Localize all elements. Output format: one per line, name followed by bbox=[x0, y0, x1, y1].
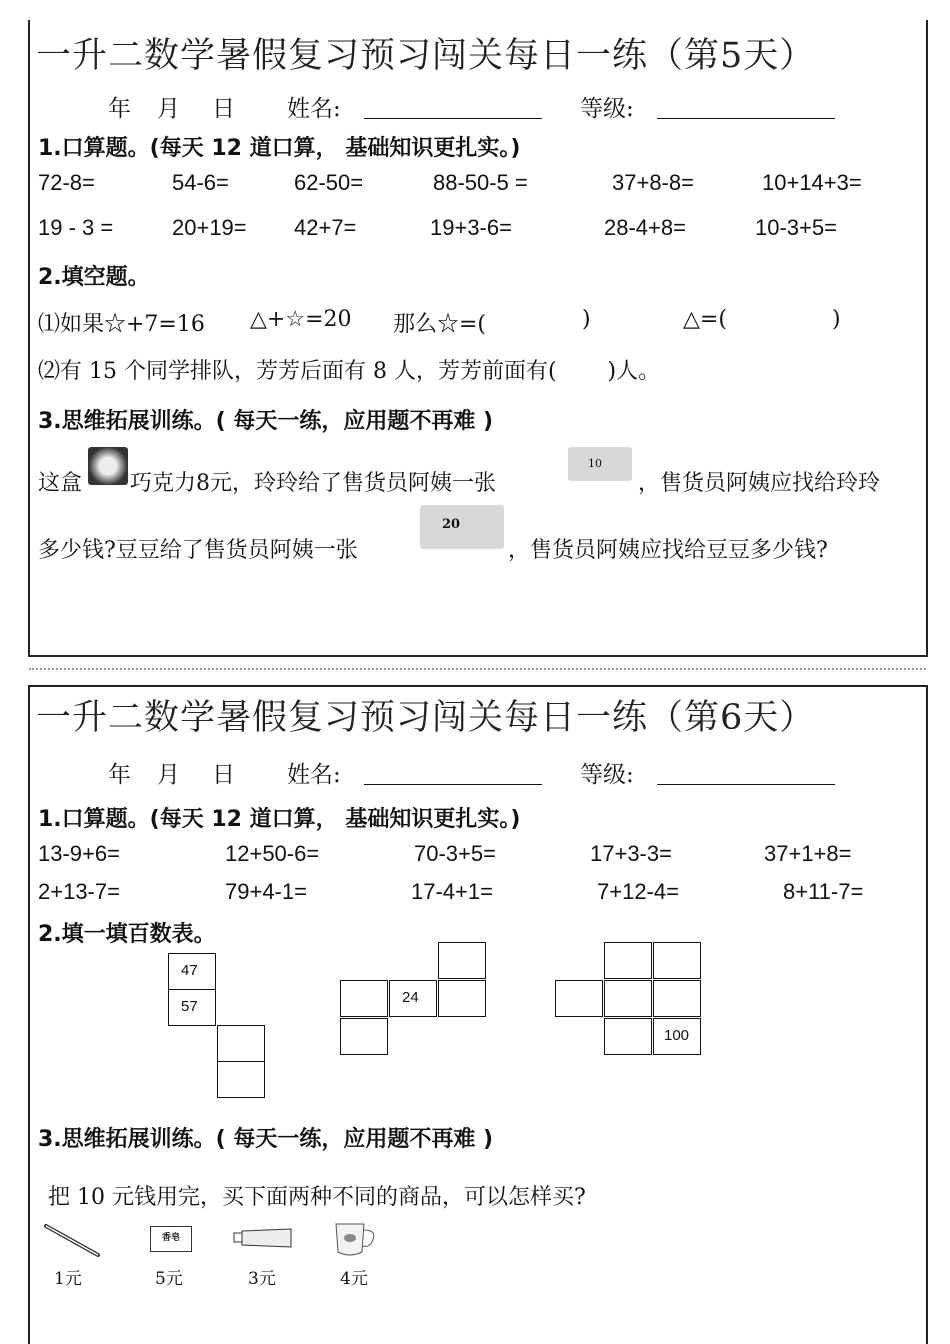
page-divider bbox=[29, 668, 926, 670]
toothbrush-icon bbox=[42, 1220, 102, 1260]
day5-problem-text: ，售货员阿姨应找给豆豆多少钱? bbox=[508, 538, 828, 563]
day5-section2: 2.填空题。 bbox=[38, 265, 150, 290]
day5-eq: 62-50= bbox=[294, 170, 364, 195]
cup-icon bbox=[332, 1218, 382, 1258]
day6-eq: 8+11-7= bbox=[783, 879, 864, 904]
day6-eq: 12+50-6= bbox=[225, 841, 320, 866]
day6-eq: 2+13-7= bbox=[38, 879, 120, 904]
grid-cell[interactable] bbox=[604, 980, 652, 1017]
day5-eq: 10+14+3= bbox=[762, 170, 862, 195]
cell-value: 57 bbox=[181, 998, 198, 1015]
day6-name-label: 姓名: bbox=[287, 762, 341, 788]
cell-value: 24 bbox=[402, 989, 419, 1006]
day6-problem-text: 把 10 元钱用完，买下面两种不同的商品，可以怎样买? bbox=[48, 1185, 586, 1210]
day5-problem-text: 巧克力8元，玲玲给了售货员阿姨一张 bbox=[130, 471, 496, 496]
day5-eq: 28-4+8= bbox=[604, 215, 686, 240]
cup-price: 4元 bbox=[340, 1269, 368, 1289]
day5-eq: 88-50-5 = bbox=[433, 170, 528, 195]
soap-icon bbox=[150, 1226, 192, 1252]
day5-grade-field[interactable] bbox=[657, 118, 835, 119]
grid-cell[interactable] bbox=[438, 980, 486, 1017]
day5-q1-text: △=( bbox=[683, 307, 727, 332]
grid-cell[interactable] bbox=[340, 980, 388, 1017]
day6-month: 月 bbox=[157, 762, 180, 788]
day6-day: 日 bbox=[212, 762, 235, 788]
day5-q1-text: ) bbox=[582, 307, 591, 332]
day5-problem-text: ，售货员阿姨应找给玲玲 bbox=[638, 471, 881, 496]
soap-price: 5元 bbox=[155, 1269, 183, 1289]
day5-eq: 42+7= bbox=[294, 215, 357, 240]
day5-name-field[interactable] bbox=[364, 118, 542, 119]
soap-label: 香皂 bbox=[161, 1233, 180, 1243]
grid-cell bbox=[389, 980, 437, 1017]
day6-year: 年 bbox=[108, 762, 131, 788]
day5-name-label: 姓名: bbox=[287, 96, 341, 122]
day5-problem-text: 这盒 bbox=[38, 471, 83, 496]
day5-grade-label: 等级: bbox=[580, 96, 634, 122]
day5-q1-text: 那么☆=( bbox=[393, 312, 487, 337]
grid-cell[interactable] bbox=[604, 1018, 652, 1055]
note-value: 20 bbox=[442, 517, 461, 532]
day6-eq: 70-3+5= bbox=[414, 841, 496, 866]
chocolate-box-image bbox=[88, 447, 128, 485]
note-value: 10 bbox=[588, 457, 602, 470]
day5-title: 一升二数学暑假复习预习闯关每日一练（第5天） bbox=[36, 36, 816, 76]
day5-year: 年 bbox=[108, 96, 131, 122]
grid-cell[interactable] bbox=[438, 942, 486, 979]
toothpaste-price: 3元 bbox=[248, 1269, 276, 1289]
day6-grade-field[interactable] bbox=[657, 784, 835, 785]
grid-cell[interactable] bbox=[555, 980, 603, 1017]
day5-q1-text: ) bbox=[832, 307, 841, 332]
grid-cell bbox=[168, 989, 216, 1026]
day6-eq: 17+3-3= bbox=[590, 841, 672, 866]
day6-eq: 37+1+8= bbox=[764, 841, 852, 866]
toothpaste-icon bbox=[233, 1228, 293, 1248]
day6-grade-label: 等级: bbox=[580, 762, 634, 788]
day6-section1: 1.口算题。(每天 12 道口算， 基础知识更扎实。) bbox=[38, 807, 521, 832]
day5-section1: 1.口算题。(每天 12 道口算， 基础知识更扎实。) bbox=[38, 136, 521, 161]
day5-day: 日 bbox=[212, 96, 235, 122]
day5-problem-text: 多少钱?豆豆给了售货员阿姨一张 bbox=[38, 538, 358, 563]
day5-eq: 37+8-8= bbox=[612, 170, 694, 195]
day6-eq: 13-9+6= bbox=[38, 841, 120, 866]
day6-section3: 3.思维拓展训练。( 每天一练，应用题不再难 ) bbox=[38, 1127, 494, 1152]
grid-cell[interactable] bbox=[653, 942, 701, 979]
cell-value: 100 bbox=[664, 1027, 690, 1044]
toothbrush-price: 1元 bbox=[54, 1269, 82, 1289]
day6-section2: 2.填一填百数表。 bbox=[38, 922, 216, 947]
grid-cell bbox=[168, 953, 216, 990]
grid-cell[interactable] bbox=[604, 942, 652, 979]
day5-eq: 10-3+5= bbox=[755, 215, 837, 240]
day6-title: 一升二数学暑假复习预习闯关每日一练（第6天） bbox=[36, 698, 816, 738]
day6-eq: 79+4-1= bbox=[225, 879, 307, 904]
day5-eq: 19 - 3 = bbox=[38, 215, 114, 240]
day5-section3: 3.思维拓展训练。( 每天一练，应用题不再难 ) bbox=[38, 409, 494, 434]
grid-cell bbox=[653, 1018, 701, 1055]
day5-q1-text: △+☆=20 bbox=[250, 307, 352, 332]
cell-value: 47 bbox=[181, 962, 198, 979]
grid-cell[interactable] bbox=[217, 1061, 265, 1098]
grid-cell[interactable] bbox=[217, 1025, 265, 1062]
day6-eq: 17-4+1= bbox=[411, 879, 493, 904]
ten-yuan-note-image bbox=[568, 447, 632, 481]
grid-cell[interactable] bbox=[653, 980, 701, 1017]
day6-eq: 7+12-4= bbox=[597, 879, 679, 904]
day5-eq: 19+3-6= bbox=[430, 215, 512, 240]
day5-eq: 72-8= bbox=[38, 170, 95, 195]
day5-month: 月 bbox=[157, 96, 180, 122]
day5-q1-text: ⑴如果☆+7=16 bbox=[38, 312, 205, 337]
day5-eq: 54-6= bbox=[172, 170, 229, 195]
day5-q2-text: ⑵有 15 个同学排队，芳芳后面有 8 人，芳芳前面有( )人。 bbox=[38, 359, 661, 384]
day6-name-field[interactable] bbox=[364, 784, 542, 785]
twenty-yuan-note-image bbox=[420, 505, 504, 549]
day5-eq: 20+19= bbox=[172, 215, 247, 240]
grid-cell[interactable] bbox=[340, 1018, 388, 1055]
